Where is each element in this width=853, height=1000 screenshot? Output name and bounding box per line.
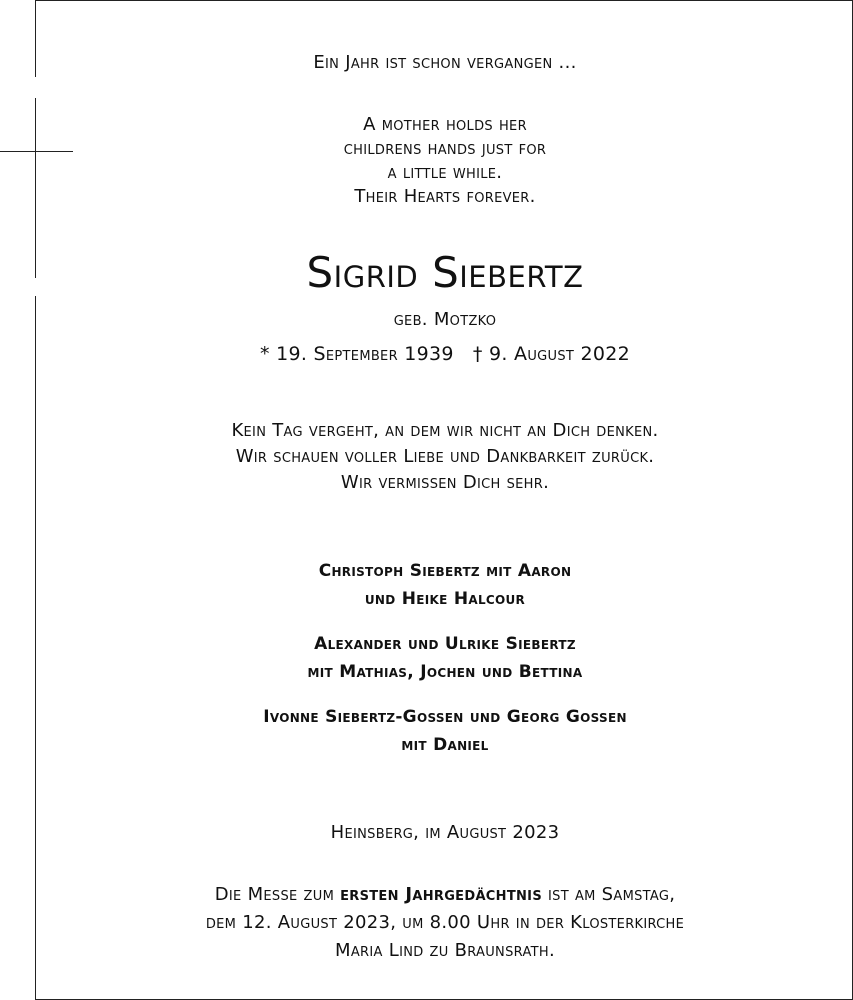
mass-announcement xyxy=(40,881,850,965)
mass-text: ist am Samstag, xyxy=(541,884,676,905)
remembrance-line: Wir vermissen Dich sehr. xyxy=(340,472,550,493)
mass-highlight: ersten Jahrgedächtnis xyxy=(340,884,542,905)
family-line: Alexander und Ulrike Siebertz xyxy=(314,634,576,654)
family-line: und Heike Halcour xyxy=(364,589,526,609)
frame-left-border-segment xyxy=(35,296,36,1000)
frame-left-border-segment xyxy=(35,0,36,77)
family-line: Christoph Siebertz mit Aaron xyxy=(318,561,572,581)
birth-date: * 19. September 1939 xyxy=(259,343,454,365)
quote-block xyxy=(40,113,850,209)
cross-vertical-beam xyxy=(35,98,36,278)
deceased-name xyxy=(40,248,850,298)
frame-top-border xyxy=(36,0,853,1)
place-date xyxy=(40,821,850,845)
life-dates xyxy=(40,341,850,367)
quote-line: childrens hands just for xyxy=(343,138,547,159)
maiden-name-text: geb. Motzko xyxy=(393,309,497,330)
family-group xyxy=(40,557,850,613)
remembrance-line: Kein Tag vergeht, an dem wir nicht an Dich denken. xyxy=(231,420,659,441)
family-line: mit Mathias, Jochen und Bettina xyxy=(307,662,583,682)
quote-line: A mother holds her xyxy=(363,114,527,135)
intro-line xyxy=(40,51,850,75)
family-group xyxy=(40,703,850,759)
place-date-text: Heinsberg, im August 2023 xyxy=(330,822,560,843)
family-group xyxy=(40,630,850,686)
quote-line: Their Hearts forever. xyxy=(354,186,536,207)
intro-text: Ein Jahr ist schon vergangen ... xyxy=(313,52,577,73)
death-date: † 9. August 2022 xyxy=(472,343,631,365)
family-line: mit Daniel xyxy=(401,735,489,755)
mass-text: Die Messe zum xyxy=(214,884,341,905)
quote-line: a little while. xyxy=(387,162,503,183)
remembrance-line: Wir schauen voller Liebe und Dankbarkeit zurück. xyxy=(235,446,655,467)
remembrance-text xyxy=(40,418,850,496)
deceased-name-text: Sigrid Siebertz xyxy=(306,248,584,297)
maiden-name xyxy=(40,308,850,332)
mass-line: dem 12. August 2023, um 8.00 Uhr in der Klosterkirche xyxy=(205,912,685,933)
family-line: Ivonne Siebertz-Gossen und Georg Gossen xyxy=(263,707,627,727)
mass-line: Maria Lind zu Braunsrath. xyxy=(335,940,555,961)
